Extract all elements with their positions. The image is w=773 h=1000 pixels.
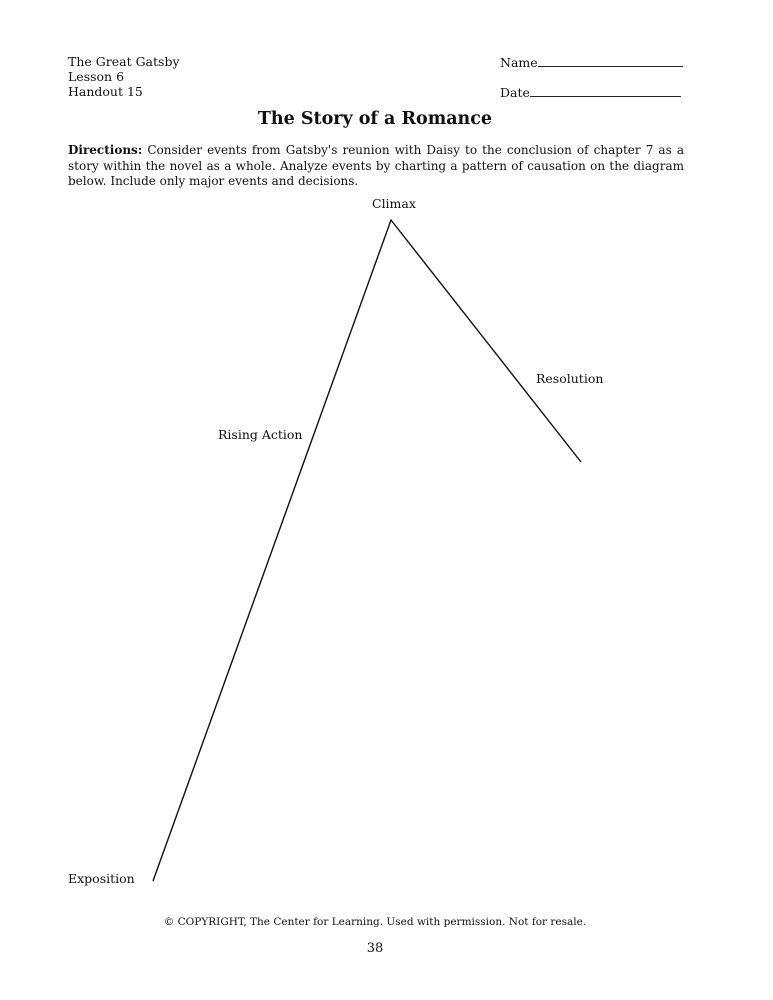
date-label: Date [500,85,530,100]
name-label: Name [500,55,538,70]
copyright-notice: © COPYRIGHT, The Center for Learning. Used with permission. Not for resale. [163,916,587,928]
lesson-number: Lesson 6 [68,69,125,84]
rising-action-label: Rising Action [218,427,303,442]
page-number: 38 [366,941,384,956]
exposition-label: Exposition [68,871,135,886]
climax-label: Climax [372,196,416,211]
handout-number: Handout 15 [68,84,143,99]
page-title: The Story of a Romance [257,109,493,129]
directions-label: Directions: [68,143,143,157]
book-title: The Great Gatsby [68,54,180,69]
resolution-label: Resolution [536,371,604,386]
plot-line [153,220,581,881]
directions-text: Consider events from Gatsby's reunion with Daisy to the conclusion of chapter 7 as a story within the novel as a whole. Analyze events by charting a pattern of causation on the diagram below. Include only major events and decisions. [68,143,684,188]
